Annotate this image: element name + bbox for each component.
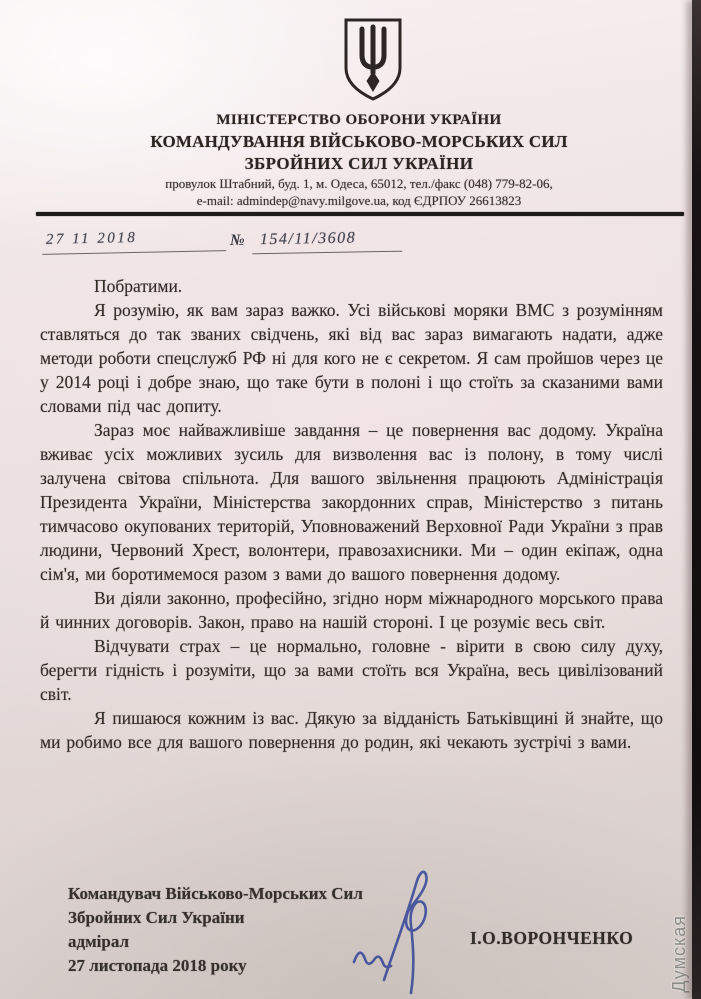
paragraph: Я розумію, як вам зараз важко. Усі військові моряки ВМС з розумінням ставляться до так званих свідчень, які від вас зараз вимагають надати, адже методи роботи спецслужб РФ ні для кого не є секретом. Я сам пройшов через це у 2014 році і добре знаю, що таке бути в полоні і що стоїть за сказаними вами словами під час допиту.	[40, 300, 663, 416]
signer-rank: адмірал	[68, 932, 130, 951]
handwritten-number: 154/11/3608	[252, 229, 402, 255]
handwritten-signature	[346, 862, 466, 997]
email-line: e-mail: admindep@navy.milgove.ua, код ЄДРПОУ 26613823	[196, 193, 522, 208]
address-line: провулок Штабний, буд. 1, м. Одеса, 65012, тел./факс (048) 779-82-06,	[165, 176, 553, 191]
ministry-name: МІНІСТЕРСТВО ОБОРОНИ УКРАЇНИ	[216, 112, 502, 128]
handwritten-date: 27 11 2018	[42, 228, 226, 255]
command-name-line1: КОМАНДУВАННЯ ВІЙСЬКОВО-МОРСЬКИХ СИЛ	[150, 132, 568, 151]
watermark-text: Думская	[669, 915, 689, 993]
number-sign: №	[230, 232, 245, 249]
photo-edge-shadow	[692, 0, 701, 999]
paragraph: Відчувати страх – це нормально, головне - вірити в свою силу духу, берегти гідність і розуміти, що за вами стоїть вся Україна, весь цивілізований світ.	[40, 636, 663, 704]
letterhead-divider	[36, 212, 684, 216]
paragraph: Я пишаюся кожним із вас. Дякую за відданість Батьківщині й знайте, що ми робимо все для вашого повернення до родин, які чекають зустрічі з вами.	[40, 708, 663, 752]
signer-title-line: Збройних Сил України	[68, 908, 245, 927]
command-name-line2: ЗБРОЙНИХ СИЛ УКРАЇНИ	[244, 154, 474, 173]
salutation: Побратими.	[94, 276, 183, 296]
letter-body	[40, 274, 663, 754]
paragraph: Ви діяли законно, професійно, згідно норм міжнародного морського права й чинних договорів. Закон, право на нашій стороні. І це розуміє весь світ.	[40, 588, 663, 632]
paragraph: Зараз моє найважливіше завдання – це повернення вас додому. Україна вживає усіх можливих зусиль для визволення вас із полону, в тому числі залучена світова спільнота. Для вашого звільнення працюють Адміністрація Президента України, Міністерства закордонних справ, Міністерство з питань тимчасово окупованих територій, Уповноважений Верховної Ради України з прав людини, Червоний Хрест, волонтери, правозахисники. Ми – один екіпаж, одна сім'я, ми боротимемося разом з вами до вашого повернення додому.	[40, 420, 663, 584]
coat-of-arms-trident-icon	[340, 16, 406, 104]
letterhead	[35, 110, 683, 209]
signer-title-line: Командувач Військово-Морських Сил	[68, 884, 363, 903]
signer-name: І.О.ВОРОНЧЕНКО	[470, 928, 634, 948]
signature-date: 27 листопада 2018 року	[68, 956, 247, 975]
reference-line	[0, 230, 701, 256]
